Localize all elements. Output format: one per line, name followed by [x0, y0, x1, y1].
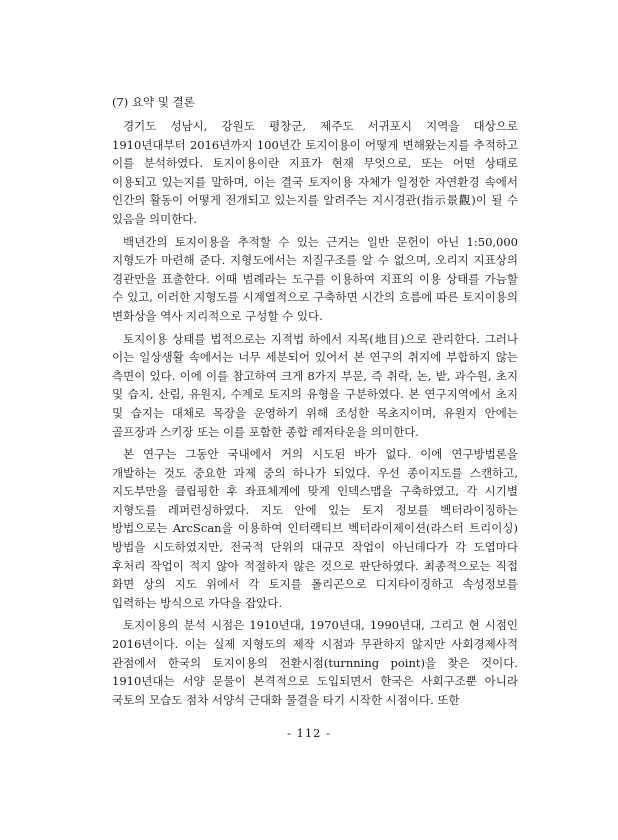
paragraph-4: 본 연구는 그동안 국내에서 거의 시도된 바가 없다. 이에 연구방법론을 개발하는 것도 중요한 과제 중의 하나가 되었다. 우선 종이지도를 스캔하고, 지도부만을 클립핑한 후 좌표체계에 맞게 인덱스맵을 구축하였고, 각 시기별 지형도를 레퍼런싱하였다. 지도 안에 있는 토지 정보를 벡터라이징하는 방법으로는 ArcScan을 이용하여 인터랙티브 벡터라이제이션(라스터 트리이싱) 방법을 시도하였지만, 전국적 단위의 대규모 작업이 아닌데다가 각 도엽마다 후처리 작업이 적지 않아 적절하지 않은 것으로 판단하였다. 최종적으로는 직접 화면 상의 지도 위에서 각 토지를 폴리곤으로 디지타이징하고 속성정보를 입력하는 방식으로 가닥을 잡았다. — [112, 447, 518, 610]
page-number: - 112 - — [286, 726, 332, 740]
paragraph-2: 백년간의 토지이용을 추적할 수 있는 근거는 일반 문헌이 아닌 1:50,000 지형도가 마련해 준다. 지형도에서는 지질구조를 알 수 없으며, 오리지 지표상의 경관만을 표출한다. 이때 범례라는 도구를 이용하여 지표의 이용 상태를 가늠할 수 있고, 이러한 지형도를 시계열적으로 구축하면 시간의 흐름에 따른 토지이용의 변화상을 역사 지리적으로 구성할 수 있다. — [112, 234, 518, 323]
paragraph-3: 토지이용 상태를 법적으로는 지적법 하에서 지목(地目)으로 관리한다. 그러나 이는 일상생활 속에서는 너무 세분되어 있어서 본 연구의 취지에 부합하지 않는 측면이 있다. 이에 이를 참고하여 크게 8가지 부문, 즉 취락, 논, 밭, 과수원, 초지 및 습지, 산림, 유원지, 수계로 토지의 유형을 구분하였다. 본 연구지역에서 초지 및 습지는 대체로 목장을 운영하기 위해 조성한 목초지이며, 유원지 안에는 골프장과 스키장 또는 이를 포함한 종합 레저타운을 의미한다. — [112, 331, 518, 439]
paragraph-1: 경기도 성남시, 강원도 평창군, 제주도 서귀포시 지역을 대상으로 1910년대부터 2016년까지 100년간 토지이용이 어떻게 변해왔는지를 추적하고 이를 분석하였다. 토지이용이란 지표가 현재 무엇으로, 또는 어떤 상태로 이용되고 있는지를 말하며, 이는 결국 토지이용 자체가 일정한 자연환경 속에서 인간의 활동이 어떻게 전개되고 있는지를 알려주는 지시경관(指示景觀)이 될 수 있음을 의미한다. — [112, 119, 518, 226]
body-text — [112, 117, 518, 713]
paragraph-5: 토지이용의 분석 시점은 1910년대, 1970년대, 1990년대, 그리고 현 시점인 2016년이다. 이는 실제 지형도의 제작 시점과 무관하지 않지만 사회경제사적 관점에서 한국의 토지이용의 전환시점(turnning point)을 찾은 것이다. 1910년대는 서양 문물이 본격적으로 도입되면서 한국은 사회구조뿐 아니라 국토의 모습도 점차 서양식 근대화 물결을 타기 시작한 시점이다. 또한 — [112, 618, 518, 707]
section-heading: (7) 요약 및 결론 — [112, 95, 195, 109]
